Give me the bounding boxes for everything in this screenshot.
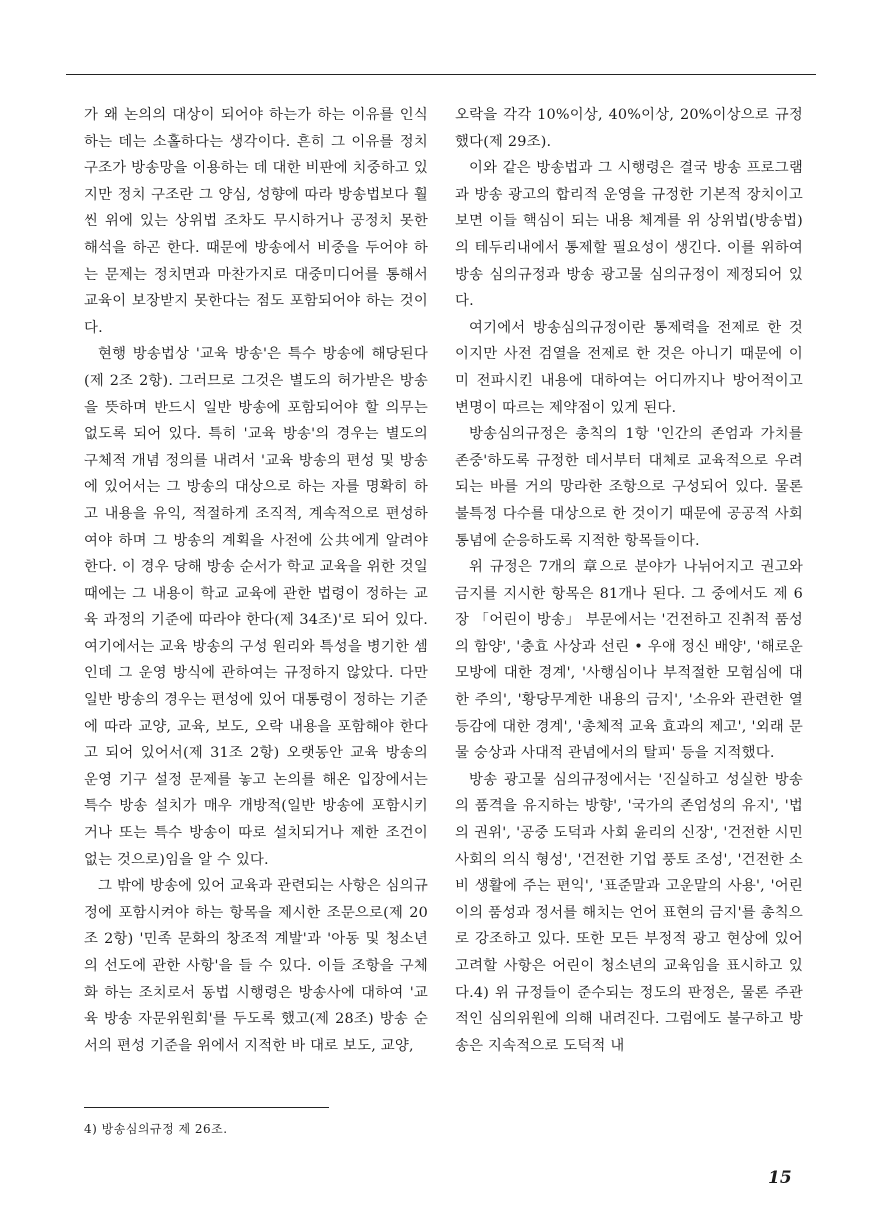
left-column [84, 102, 428, 1059]
header-rule [66, 74, 816, 75]
paragraph: 여기에서 방송심의규정이란 통제력을 전제로 한 것이지만 사전 검열을 전제로 한 것은 아니기 때문에 이미 전파시킨 내용에 대하여는 어디까지나 방어적이고 변명이 따르는 제약점이 있게 된다. [455, 319, 803, 416]
footnote: 4) 방송심의규정 제 26조. [84, 1122, 228, 1136]
paragraph: 가 왜 논의의 대상이 되어야 하는가 하는 이유를 인식하는 데는 소홀하다는 생각이다. 흔히 그 이유를 정치 구조가 방송망을 이용하는 데 대한 비판에 치중하고 있지만 정치 구조란 그 양심, 성향에 따라 방송법보다 훨씬 위에 있는 상위법 조차도 무시하거나 공정치 못한 해석을 하곤 한다. 때문에 방송에서 비중을 두어야 하는 문제는 정치면과 마찬가지로 대중미디어를 통해서 교육이 보장받지 못한다는 점도 포함되어야 하는 것이다. [84, 107, 428, 336]
paragraph: 위 규정은 7개의 章으로 분야가 나뉘어지고 권고와 금지를 지시한 항목은 81개나 된다. 그 중에서도 제 6장 「어린이 방송」 부문에서는 '건전하고 진취적 품성의 함양', '충효 사상과 선린 • 우애 정신 배양', '해로운 모방에 대한 경계', '사행심이나 부적절한 모험심에 대한 주의', '황당무계한 내용의 금지', '소유와 관련한 열등감에 대한 경계', '총체적 교육 효과의 제고', '외래 문물 숭상과 사대적 관념에서의 탈피' 등을 지적했다. [455, 559, 803, 762]
page-number: 15 [768, 1168, 792, 1188]
paragraph: 방송심의규정은 총칙의 1항 '인간의 존엄과 가치를 존중'하도록 규정한 데서부터 대체로 교육적으로 우려되는 바를 거의 망라한 조항으로 구성되어 있다. 물론 불특정 다수를 대상으로 한 것이기 때문에 공공적 사회 통념에 순응하도록 지적한 항목들이다. [455, 426, 803, 549]
paragraph: 방송 광고물 심의규정에서는 '진실하고 성실한 방송의 품격을 유지하는 방향', '국가의 존엄성의 유지', '법의 권위', '공중 도덕과 사회 윤리의 신장', '건전한 시민사회의 의식 형성', '건전한 기업 풍토 조성', '건전한 소비 생활에 주는 편익', '표준말과 고운말의 사용', '어린이의 품성과 정서를 해치는 언어 표현의 금지'를 총칙으로 강조하고 있다. 또한 모든 부정적 광고 현상에 있어 고려할 사항은 어린이 청소년의 교육임을 표시하고 있다.4) 위 규정들이 준수되는 정도의 판정은, 물론 주관적인 심의위원에 의해 내려진다. 그럼에도 불구하고 방송은 지속적으로 도덕적 내 [455, 771, 803, 1054]
paragraph: 이와 같은 방송법과 그 시행령은 결국 방송 프로그램과 방송 광고의 합리적 운영을 규정한 기본적 장치이고 보면 이들 핵심이 되는 내용 체계를 위 상위법(방송법)의 테두리내에서 통제할 필요성이 생긴다. 이를 위하여 방송 심의규정과 방송 광고물 심의규정이 제정되어 있다. [455, 160, 803, 310]
right-column [455, 102, 803, 1059]
paragraph: 현행 방송법상 '교육 방송'은 특수 방송에 해당된다(제 2조 2항). 그러므로 그것은 별도의 허가받은 방송을 뜻하며 반드시 일반 방송에 포함되어야 할 의무는 없도록 되어 있다. 특히 '교육 방송'의 경우는 별도의 구체적 개념 정의를 내려서 '교육 방송의 편성 및 방송에 있어서는 그 방송의 대상으로 하는 자를 명확히 하고 내용을 유익, 적절하게 조직적, 계속적으로 편성하여야 하며 그 방송의 계획을 사전에 公共에게 알려야 한다. 이 경우 당해 방송 순서가 학교 교육을 위한 것일 때에는 그 내용이 학교 교육에 관한 법령이 정하는 교육 과정의 기준에 따라야 한다(제 34조)'로 되어 있다. 여기에서는 교육 방송의 구성 원리와 특성을 병기한 셈인데 그 운영 방식에 관하여는 규정하지 않았다. 다만 일반 방송의 경우는 편성에 있어 대통령이 정하는 기준에 따라 교양, 교육, 보도, 오락 내용을 포함해야 한다고 되어 있어서(제 31조 2항) 오랫동안 교육 방송의 운영 기구 설정 문제를 놓고 논의를 해온 입장에서는 특수 방송 설치가 매우 개방적(일반 방송에 포함시키거나 또는 특수 방송이 따로 설치되거나 제한 조건이 없는 것으로)임을 알 수 있다. [84, 346, 428, 868]
paragraph: 그 밖에 방송에 있어 교육과 관련되는 사항은 심의규정에 포함시켜야 하는 항목을 제시한 조문으로(제 20조 2항) '민족 문화의 창조적 계발'과 '아동 및 청소년의 선도에 관한 사항'을 들 수 있다. 이들 조항을 구체화 하는 조치로서 동법 시행령은 방송사에 대하여 '교육 방송 자문위원회'를 두도록 했고(제 28조) 방송 순서의 편성 기준을 위에서 지적한 바 대로 보도, 교양, [84, 878, 428, 1054]
paragraph: 오락을 각각 10%이상, 40%이상, 20%이상으로 규정했다(제 29조). [455, 107, 803, 150]
footnote-rule [84, 1107, 329, 1108]
